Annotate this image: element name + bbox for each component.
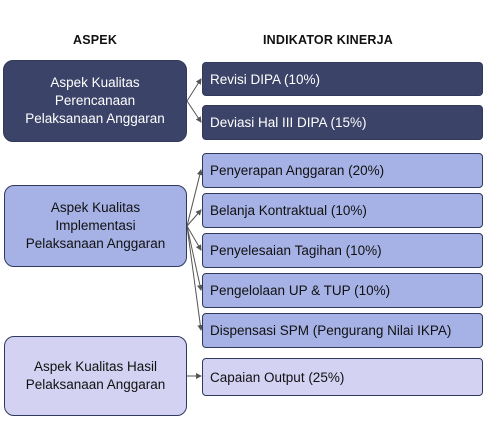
aspect-label-line: Aspek Kualitas Hasil: [33, 359, 158, 375]
indicator-pengelolaan-up-tup: Pengelolaan UP & TUP (10%): [202, 273, 483, 308]
indicator-penyerapan-anggaran: Penyerapan Anggaran (20%): [202, 153, 483, 188]
aspect-label-line: Aspek Kualitas: [50, 75, 140, 91]
aspect-label-line: Perencanaan: [54, 93, 136, 109]
indicator-penyelesaian-tagihan: Penyelesaian Tagihan (10%): [202, 233, 483, 268]
indicator-capaian-output: Capaian Output (25%): [202, 358, 483, 396]
arrow-aspect1-revisi: [187, 79, 201, 101]
indicator-belanja-kontraktual: Belanja Kontraktual (10%): [202, 193, 483, 228]
arrow-aspect2-dispensasi: [187, 226, 201, 330]
aspect-box-hasil: [4, 336, 187, 416]
indicator-dispensasi-spm: Dispensasi SPM (Pengurang Nilai IKPA): [202, 313, 483, 348]
header-aspek: ASPEK: [73, 33, 118, 47]
indicator-deviasi-hal-iii-dipa: Deviasi Hal III DIPA (15%): [202, 105, 483, 140]
arrow-aspect1-deviasi: [187, 101, 201, 122]
aspect-label-line: Pelaksanaan Anggaran: [25, 235, 166, 251]
aspect-label-line: Aspek Kualitas: [50, 200, 141, 216]
indicator-revisi-dipa: Revisi DIPA (10%): [202, 62, 483, 96]
header-indikator-kinerja: INDIKATOR KINERJA: [263, 33, 394, 47]
aspect-label-line: Implementasi: [55, 218, 136, 234]
aspect-label-line: Pelaksanaan Anggaran: [25, 110, 165, 126]
aspect-box-implementasi: [4, 185, 187, 267]
aspect-label-line: Pelaksanaan Anggaran: [25, 377, 166, 392]
aspect-box-perencanaan: [3, 60, 187, 142]
